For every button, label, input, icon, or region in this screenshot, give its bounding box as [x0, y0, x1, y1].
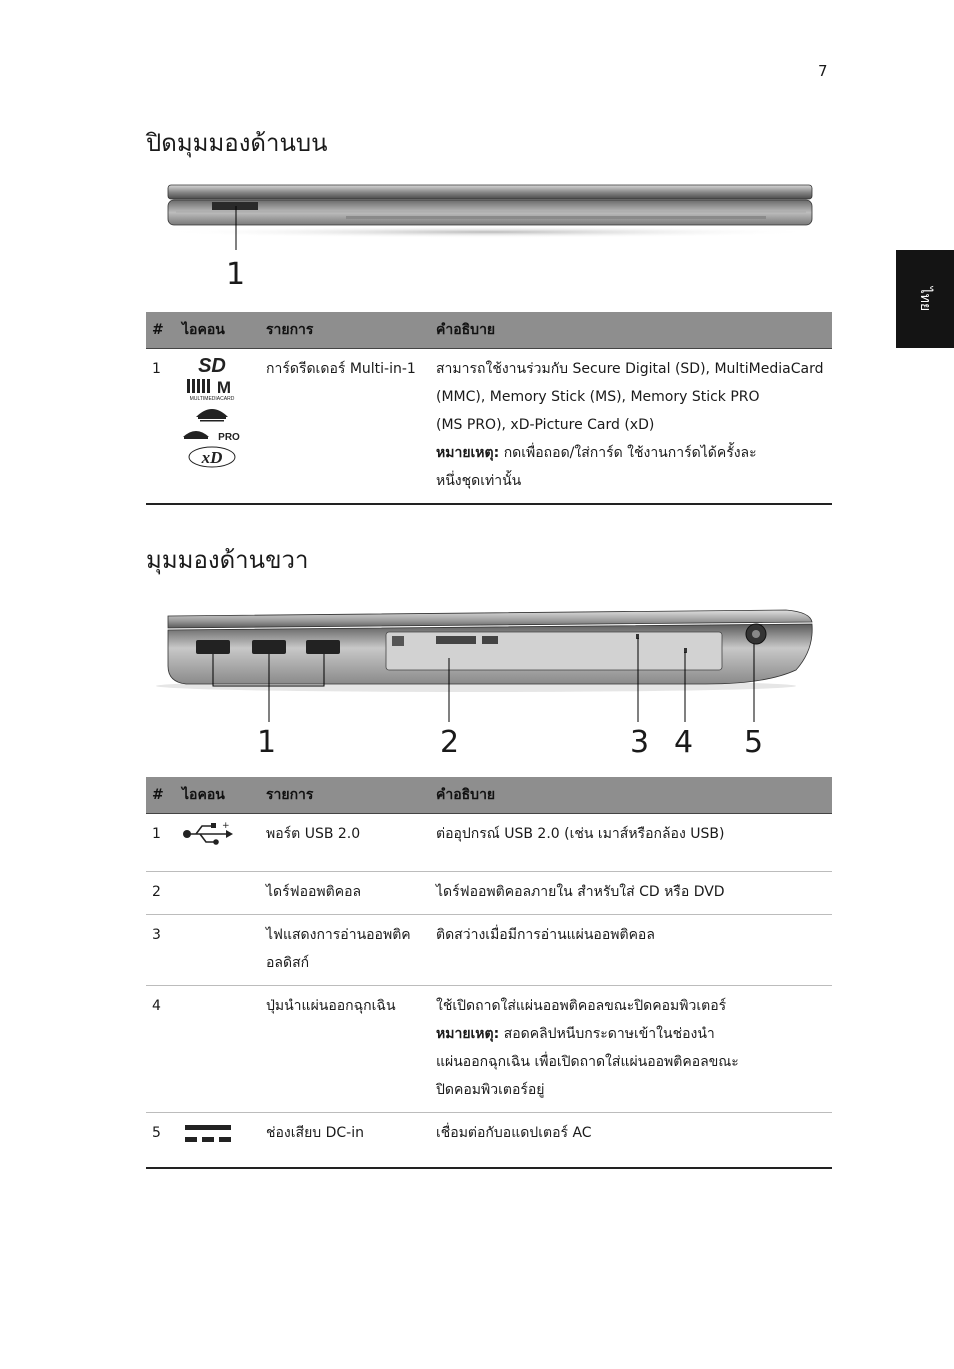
icon-cell [176, 1113, 260, 1169]
row-item: ไดร์ฟออพติคอล [260, 872, 430, 915]
row-number: 3 [146, 915, 176, 986]
note-text-continued: ปิดคอมพิวเตอร์อยู่ [436, 1082, 545, 1098]
row-description: เชื่อมต่อกับอแดปเตอร์ AC [430, 1113, 832, 1169]
xd-logo-text: xD [201, 448, 223, 467]
col-icon: ไอคอน [176, 777, 260, 814]
row-item [260, 915, 430, 986]
sd-logo-text: SD [198, 355, 226, 375]
col-icon: ไอคอน [176, 312, 260, 349]
row-number: 4 [146, 986, 176, 1113]
table-row [146, 349, 832, 505]
icon-cell [176, 814, 260, 872]
row-item: ช่องเสียบ DC-in [260, 1113, 430, 1169]
usb-icon [182, 820, 234, 846]
row-description: ต่ออุปกรณ์ USB 2.0 (เช่น เมาส์หรือกล้อง USB) [430, 814, 832, 872]
top-callout-leader [146, 206, 832, 256]
table-row [146, 1113, 832, 1169]
note-text: กดเพื่อถอด/ใส่การ์ด ใช้งานการ์ดได้ครั้งละ [503, 445, 757, 461]
memory-stick-pro-text: PRO [218, 432, 240, 443]
note-text-continued: แผ่นออกฉุกเฉิน เพื่อเปิดถาดใส่แผ่นออพติคอลขณะ [436, 1054, 739, 1070]
desc-line: ใช้เปิดถาดใส่แผ่นออพติคอลขณะปิดคอมพิวเตอร์ [436, 998, 727, 1014]
col-item: รายการ [260, 777, 430, 814]
top-callout-1: 1 [226, 257, 246, 292]
icon-cell [176, 986, 260, 1113]
row-number: 1 [146, 814, 176, 872]
table-header-row [146, 777, 832, 814]
col-description: คำอธิบาย [430, 777, 832, 814]
row-number: 2 [146, 872, 176, 915]
laptop-right-illustration [146, 600, 832, 770]
xd-picture-card-icon [187, 445, 237, 469]
right-callout-4: 4 [674, 725, 694, 760]
row-description [430, 986, 832, 1113]
row-description [430, 349, 832, 505]
table-row [146, 814, 832, 872]
table-row [146, 872, 832, 915]
right-callout-5: 5 [744, 725, 764, 760]
row-number: 5 [146, 1113, 176, 1169]
row-item: ปุ่มนำแผ่นออกฉุกเฉิน [260, 986, 430, 1113]
row-description: ไดร์ฟออพติคอลภายใน สำหรับใส่ CD หรือ DVD [430, 872, 832, 915]
note [436, 1020, 826, 1048]
page-number: 7 [818, 62, 828, 80]
col-description: คำอธิบาย [430, 312, 832, 349]
right-callout-2: 2 [440, 725, 460, 760]
note-label: หมายเหตุ: [436, 445, 500, 461]
desc-line: (MS PRO), xD-Picture Card (xD) [436, 417, 655, 433]
right-view-figure [146, 600, 832, 770]
right-callout-3: 3 [630, 725, 650, 760]
table-row [146, 915, 832, 986]
svg-text:M: M [216, 378, 232, 397]
right-view-table [146, 777, 832, 1169]
col-number: # [146, 777, 176, 814]
card-logos-cell [176, 349, 260, 505]
sd-logo-icon [190, 355, 234, 375]
item-line: อลดิสก์ [266, 955, 310, 971]
table-header-row [146, 312, 832, 349]
right-view-title: มุมมองด้านขวา [146, 546, 309, 574]
note [436, 439, 826, 467]
top-view-title: ปิดมุมมองด้านบน [146, 129, 328, 157]
desc-line: สามารถใช้งานร่วมกับ Secure Digital (SD), MultiMediaCard [436, 361, 824, 377]
note-text-continued: หนึ่งชุดเท่านั้น [436, 473, 522, 489]
language-tab [896, 250, 954, 348]
item-line: ไฟแสดงการอ่านออพติค [266, 927, 411, 943]
note-text: สอดคลิปหนีบกระดาษเข้าในช่องนำ [503, 1026, 715, 1042]
language-tab-label: ไทย [916, 286, 933, 312]
note-label: หมายเหตุ: [436, 1026, 500, 1042]
dc-in-icon [182, 1119, 234, 1149]
col-item: รายการ [260, 312, 430, 349]
row-item: การ์ดรีดเดอร์ Multi-in-1 [260, 349, 430, 505]
icon-cell [176, 915, 260, 986]
col-number: # [146, 312, 176, 349]
svg-text:+: + [222, 821, 230, 831]
row-description: ติดสว่างเมื่อมีการอ่านแผ่นออพติคอล [430, 915, 832, 986]
mmc-logo-text: MULTIMEDIACARD [189, 396, 235, 401]
row-item: พอร์ต USB 2.0 [260, 814, 430, 872]
memory-stick-icon [192, 403, 232, 423]
mmc-logo-icon [186, 377, 238, 401]
row-number: 1 [146, 349, 176, 505]
top-view-table [146, 312, 832, 505]
right-callout-1: 1 [257, 725, 277, 760]
memory-stick-pro-icon [181, 425, 243, 443]
icon-cell [176, 872, 260, 915]
desc-line: (MMC), Memory Stick (MS), Memory Stick PRO [436, 389, 760, 405]
table-row [146, 986, 832, 1113]
top-view-figure [146, 180, 832, 290]
